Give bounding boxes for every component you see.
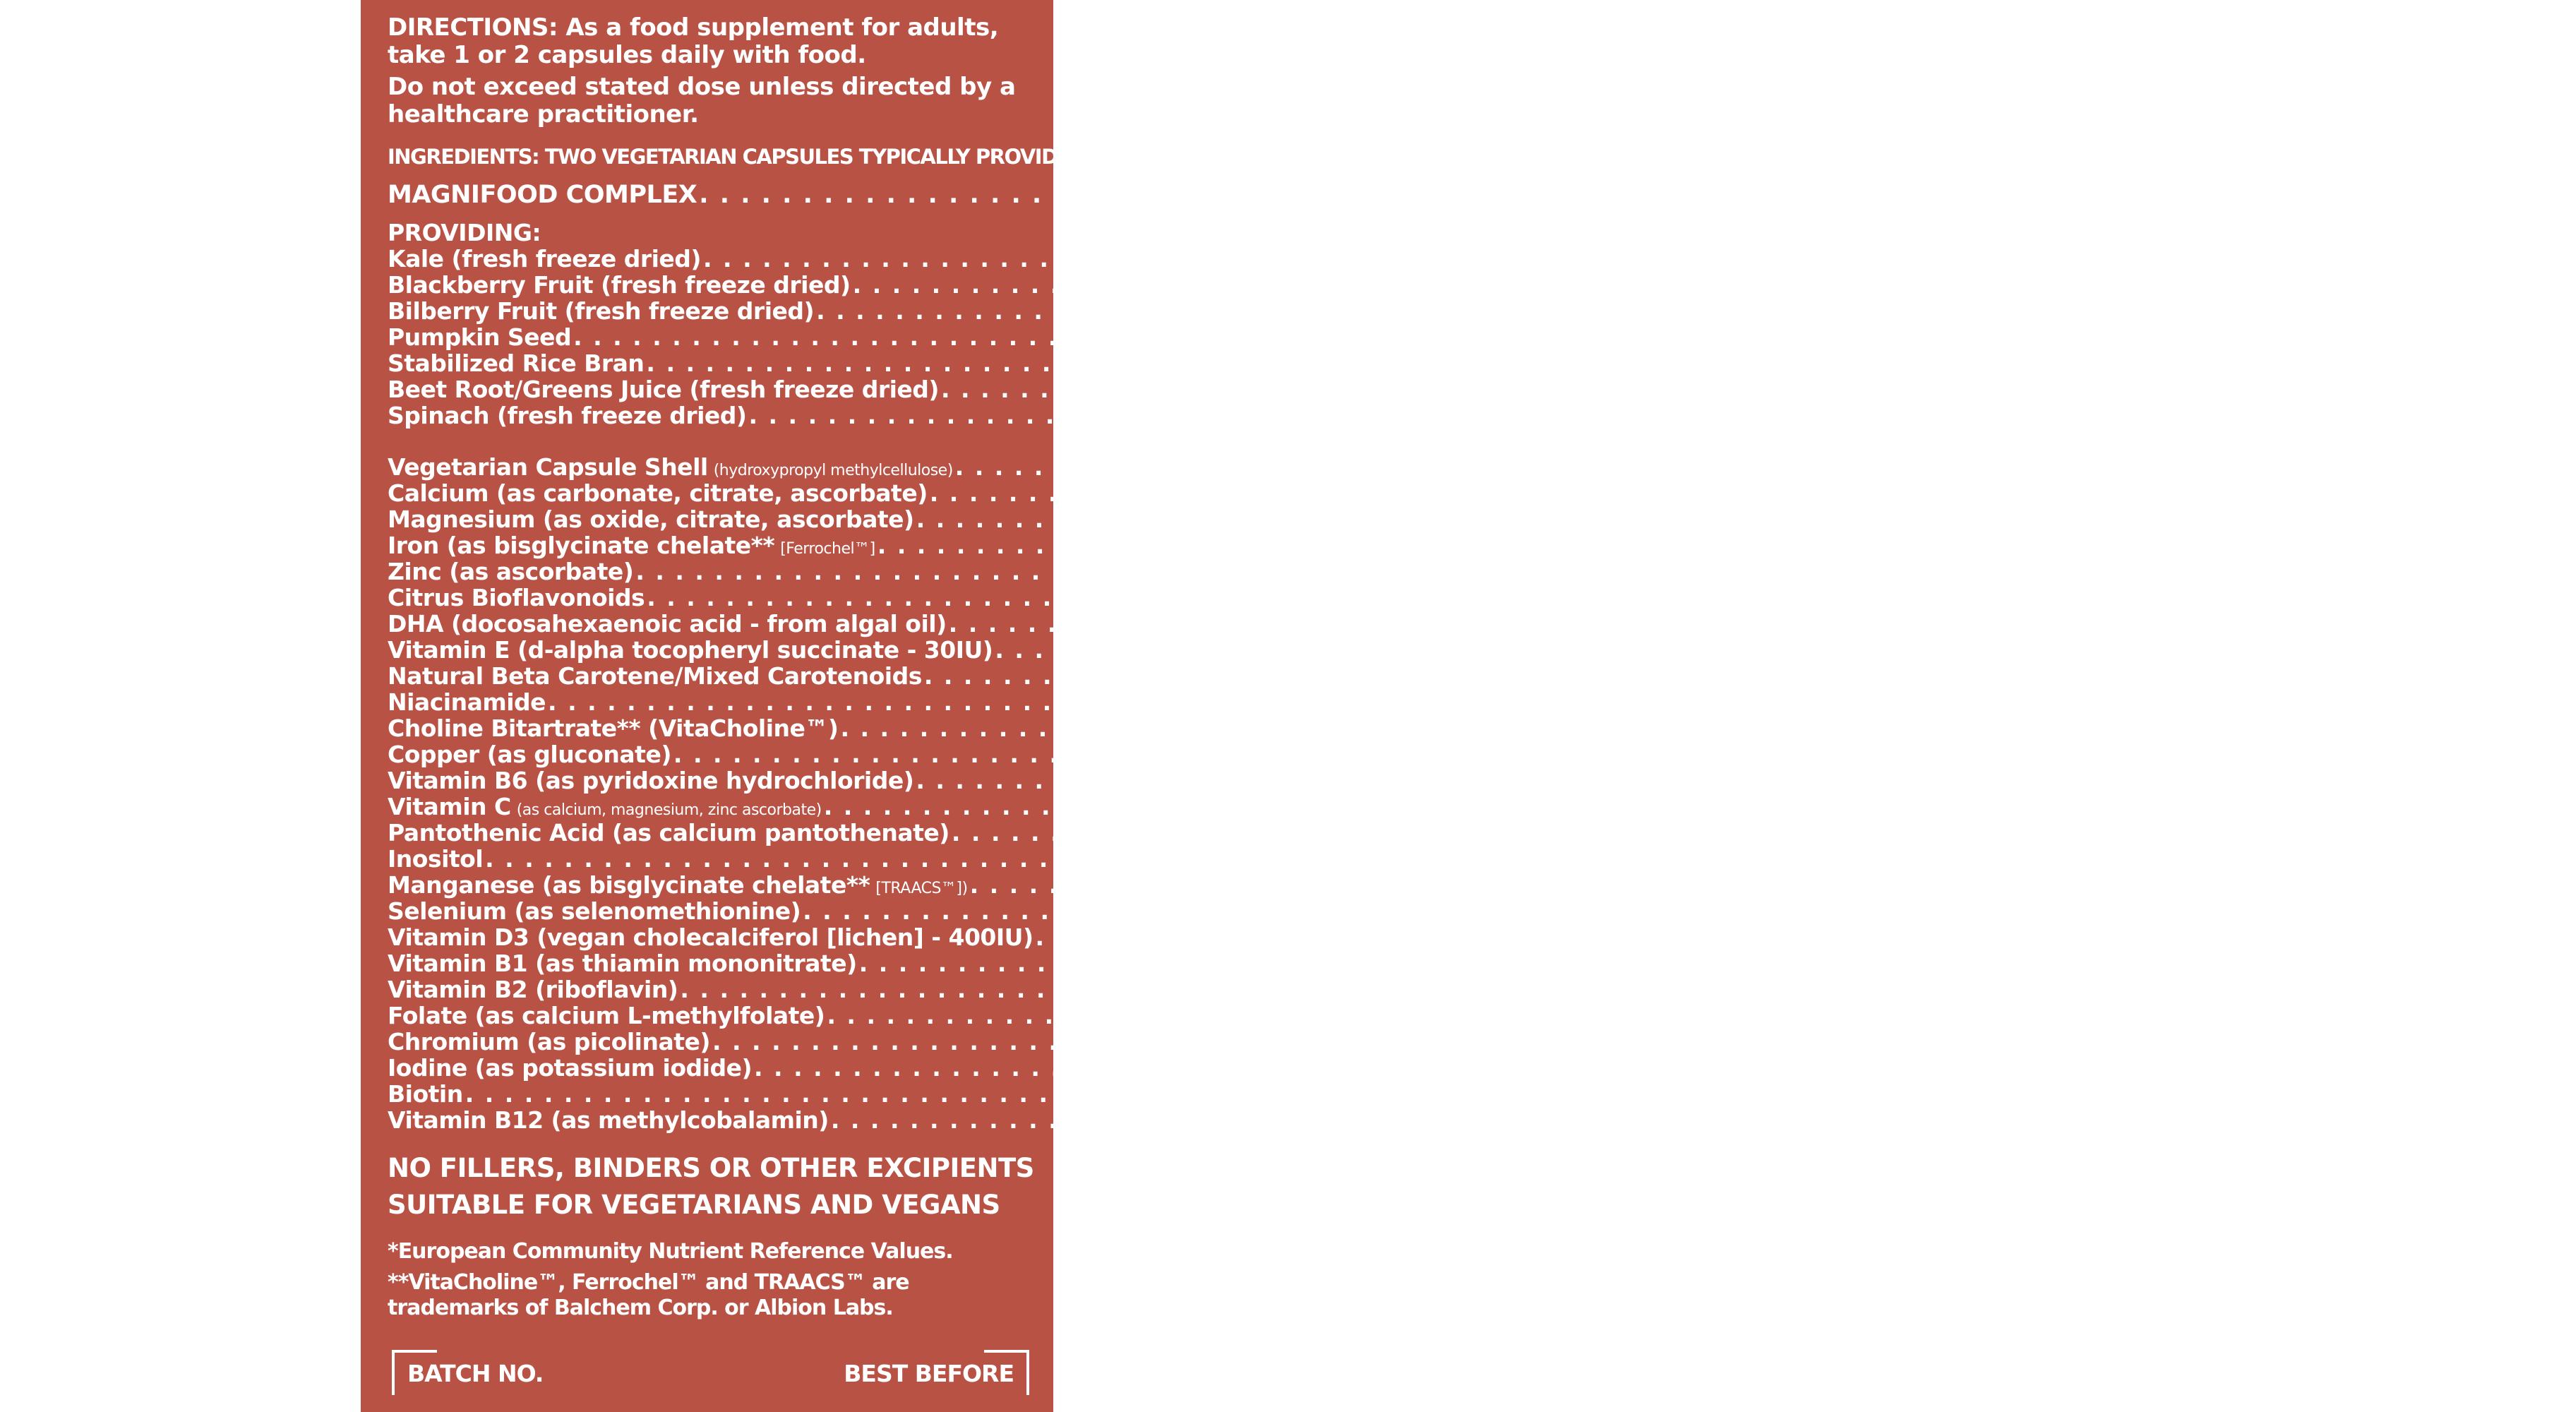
leader-dots: [747, 402, 2203, 429]
nutrient-amount: 10µg: [2511, 923, 2576, 951]
nutrient-row: [388, 1106, 2372, 1134]
nutrient-row: [388, 505, 2457, 533]
providing-label: PROVIDING:: [388, 219, 541, 246]
directions-text: DIRECTIONS: As a food supplement for adults, take 1 or 2 capsules daily with food.: [388, 13, 999, 69]
nutrient-name: Vitamin B12 (as methylcobalamin): [388, 1106, 829, 1134]
leader-dots: [483, 846, 1939, 872]
nutrient-name: Vitamin E (d-alpha tocopheryl succinate - 30IU): [388, 636, 993, 664]
nutrient-row: [388, 923, 2576, 951]
leader-dots: [949, 820, 2406, 846]
nutrient-name: Pantothenic Acid (as calcium pantothenate): [388, 819, 949, 846]
batch-best-before-row: [392, 1350, 1029, 1392]
providing-row: [388, 297, 2356, 325]
nutrient-row: [388, 871, 2510, 899]
providing-list: [388, 245, 2481, 429]
nutrient-row: [388, 636, 2536, 664]
nutrient-name: Manganese (as bisglycinate chelate**: [388, 871, 870, 899]
providing-name: Bilberry Fruit (fresh freeze dried): [388, 297, 815, 325]
nutrient-note: [TRAACS™]): [875, 880, 968, 897]
leader-dots: [644, 350, 2100, 376]
nutrient-amount: 5mg: [2400, 767, 2457, 794]
dose-warning-text: Do not exceed stated dose unless directed by a healthcare practitioner.: [388, 73, 1016, 128]
nutrient-name: Iodine (as potassium iodide): [388, 1054, 753, 1082]
leader-dots: [851, 272, 2307, 298]
nutrient-note: [Ferrochel™]: [780, 540, 875, 558]
leader-dots: [814, 298, 2270, 324]
leader-dots: [829, 1107, 2285, 1133]
nutrient-row: [388, 1054, 2295, 1082]
nutrient-amount: 20µg: [2188, 1028, 2253, 1055]
nutrient-name: Vitamin C: [388, 793, 511, 820]
nutrient-row: [388, 714, 2381, 742]
best-before-label: BEST BEFORE: [844, 1360, 1014, 1387]
leader-dots: [710, 1029, 2167, 1055]
nutrient-name: Iron (as bisglycinate chelate**: [388, 532, 775, 559]
nutrient-name: Choline Bitartrate** (VitaCholine™): [388, 714, 839, 742]
leader-dots: [857, 950, 2313, 976]
nutrient-name: Selenium (as selenomethionine): [388, 897, 801, 925]
providing-name: Spinach (fresh freeze dried): [388, 402, 747, 429]
nutrient-amount: 100µg: [2214, 1054, 2295, 1082]
nutrient-name: Calcium (as carbonate, citrate, ascorbate): [388, 479, 928, 507]
providing-row: [388, 245, 2246, 273]
nutrient-row: [388, 741, 2215, 768]
claims-block: [388, 1150, 1041, 1223]
nutrient-row: [388, 976, 2221, 1003]
nutrient-row: [388, 688, 2089, 716]
leader-dots: [1034, 924, 2490, 950]
providing-row: [388, 402, 2288, 429]
nutrient-name: Magnesium (as oxide, citrate, ascorbate): [388, 505, 914, 533]
nutrient-row: [388, 845, 2026, 873]
providing-name: Kale (fresh freeze dried): [388, 245, 702, 273]
providing-row: [388, 376, 2481, 403]
nutrient-name: Zinc (as ascorbate): [388, 558, 634, 585]
providing-amount: 25mg: [2408, 376, 2481, 403]
leader-dots: [645, 585, 2101, 611]
nutrient-amount: 3mg: [2164, 976, 2221, 1003]
leader-dots: [914, 506, 2371, 532]
nutrient-name: Chromium (as picolinate): [388, 1028, 710, 1055]
nutrient-list: [388, 453, 2576, 1134]
leader-dots: [913, 767, 2370, 794]
leader-dots: [825, 1003, 2281, 1029]
nutrient-row: [388, 1002, 2368, 1029]
providing-amount: 25mg: [2215, 402, 2288, 429]
vegan-claim: SUITABLE FOR VEGETARIANS AND VEGANS: [388, 1190, 1000, 1220]
providing-name: Stabilized Rice Bran: [388, 349, 645, 377]
footnote-trademarks: **VitaCholine™, Ferrochel™ and TRAACS™ are trademarks of Balchem Corp. or Albion Labs.: [388, 1270, 909, 1320]
providing-name: Blackberry Fruit (fresh freeze dried): [388, 271, 851, 299]
leader-dots: [939, 376, 2395, 402]
no-fillers-claim: NO FILLERS, BINDERS OR OTHER EXCIPIENTS: [388, 1153, 1034, 1183]
nutrient-amount: 15mg: [2016, 688, 2089, 716]
nutrient-row: [388, 662, 2465, 690]
leader-dots: [571, 324, 2027, 350]
nutrient-row: [388, 558, 2176, 585]
nutrient-name: Vitamin B1 (as thiamin mononitrate): [388, 950, 857, 977]
providing-name: Pumpkin Seed: [388, 323, 572, 351]
providing-row: [388, 271, 2392, 299]
nutrient-row: [388, 532, 2419, 559]
leader-dots: [701, 246, 2157, 272]
leader-dots: [801, 898, 2257, 924]
leader-dots: [928, 480, 2384, 506]
leader-dots: [697, 179, 2229, 210]
leader-dots: [839, 715, 2295, 741]
nutrient-amount: 50mg: [2385, 505, 2457, 533]
nutrient-row: [388, 767, 2457, 794]
batch-number-label: BATCH NO.: [407, 1360, 544, 1387]
nutrient-amount: 400µg: [2287, 1002, 2368, 1029]
nutrient-name: DHA (docosahexaenoic acid - from algal oil): [388, 610, 947, 638]
nutrient-amount: 1mg: [2157, 741, 2215, 768]
nutrient-amount: 2mg: [2408, 662, 2465, 690]
nutrient-row: [388, 819, 2493, 846]
leader-dots: [953, 454, 2409, 480]
ingredients-heading: INGREDIENTS: TWO VEGETARIAN CAPSULES TYPICALLY PROVIDE: [388, 145, 1070, 169]
providing-amount: 100mg: [2157, 245, 2246, 273]
nutrient-amount: 60mg: [2292, 793, 2365, 820]
footnotes-block: [388, 1239, 1041, 1321]
nutrient-amount: 100mg: [2384, 479, 2472, 507]
nutrient-name: Copper (as gluconate): [388, 741, 671, 768]
nutrient-row: [388, 793, 2365, 820]
nutrient-name: Citrus Bioflavonoids: [388, 584, 645, 611]
nutrient-amount: 15mg: [2417, 610, 2490, 638]
leader-dots: [546, 689, 2002, 715]
nutrient-row: [388, 610, 2490, 638]
leader-dots: [822, 794, 2278, 820]
nutrient-amount: 15mg: [2346, 532, 2419, 559]
leader-dots: [752, 1055, 2208, 1081]
nutrient-name: Biotin: [388, 1080, 463, 1108]
nutrient-note: (as calcium, magnesium, zinc ascorbate): [516, 801, 822, 819]
nutrient-row: [388, 897, 2344, 925]
nutrient-amount: 25µg: [2278, 897, 2344, 925]
nutrient-name: Vitamin D3 (vegan cholecalciferol [lichen] - 400IU): [388, 923, 1034, 951]
nutrient-name: Inositol: [388, 845, 484, 873]
leader-dots: [993, 637, 2449, 663]
nutrient-amount: 20mg: [2115, 584, 2188, 611]
providing-row: [388, 349, 2186, 377]
providing-row: [388, 323, 2113, 351]
complex-row: [388, 179, 2323, 210]
complex-amount: 350mg: [2229, 181, 2323, 209]
nutrient-amount: 5mg: [2325, 714, 2381, 742]
nutrient-row: [388, 1080, 2006, 1108]
leader-dots: [463, 1081, 1919, 1107]
providing-amount: 50mg: [2113, 349, 2186, 377]
nutrient-amount: 5µg: [2322, 1106, 2372, 1134]
nutrient-row: [388, 950, 2400, 977]
nutrient-name: Vitamin B6 (as pyridoxine hydrochloride): [388, 767, 914, 794]
nutrient-row: [388, 453, 2498, 481]
providing-amount: 50mg: [2283, 297, 2356, 325]
leader-dots: [671, 741, 2128, 767]
complex-name: MAGNIFOOD COMPLEX: [388, 181, 697, 209]
leader-dots: [922, 663, 2378, 689]
leader-dots: [633, 558, 2090, 585]
providing-name: Beet Root/Greens Juice (fresh freeze dried): [388, 376, 940, 403]
nutrient-row: [388, 479, 2472, 507]
nutrient-row: [388, 1028, 2253, 1055]
nutrient-amount: 10mg: [2104, 558, 2176, 585]
nutrient-amount: 3mg: [2343, 950, 2400, 977]
leader-dots: [875, 532, 2332, 558]
nutrient-amount: 5mg: [2436, 819, 2493, 846]
nutrient-row: [388, 584, 2188, 611]
providing-amount: 50mg: [2319, 271, 2392, 299]
providing-amount: 50mg: [2040, 323, 2113, 351]
nutrient-amount: 236mg: [2409, 453, 2498, 481]
footnote-nrv: *European Community Nutrient Reference Values.: [388, 1239, 953, 1264]
nutrient-amount: 5mg: [1970, 845, 2026, 873]
leader-dots: [678, 976, 2134, 1003]
leader-dots: [947, 611, 2403, 637]
nutrient-amount: 0.5mg: [2429, 871, 2510, 899]
nutrient-name: Natural Beta Carotene/Mixed Carotenoids: [388, 662, 922, 690]
nutrient-name: Vitamin B2 (riboflavin): [388, 976, 678, 1003]
leader-dots: [968, 872, 2424, 898]
nutrient-name: Vegetarian Capsule Shell: [388, 453, 708, 481]
supplement-label-panel: [361, 0, 2576, 1412]
nutrient-amount: 150µg: [1924, 1080, 2006, 1108]
nutrient-note: (hydroxypropyl methylcellulose): [713, 462, 953, 479]
nutrient-name: Niacinamide: [388, 688, 546, 716]
nutrient-amount: 20mg: [2463, 636, 2536, 664]
nutrient-name: Folate (as calcium L-methylfolate): [388, 1002, 825, 1029]
